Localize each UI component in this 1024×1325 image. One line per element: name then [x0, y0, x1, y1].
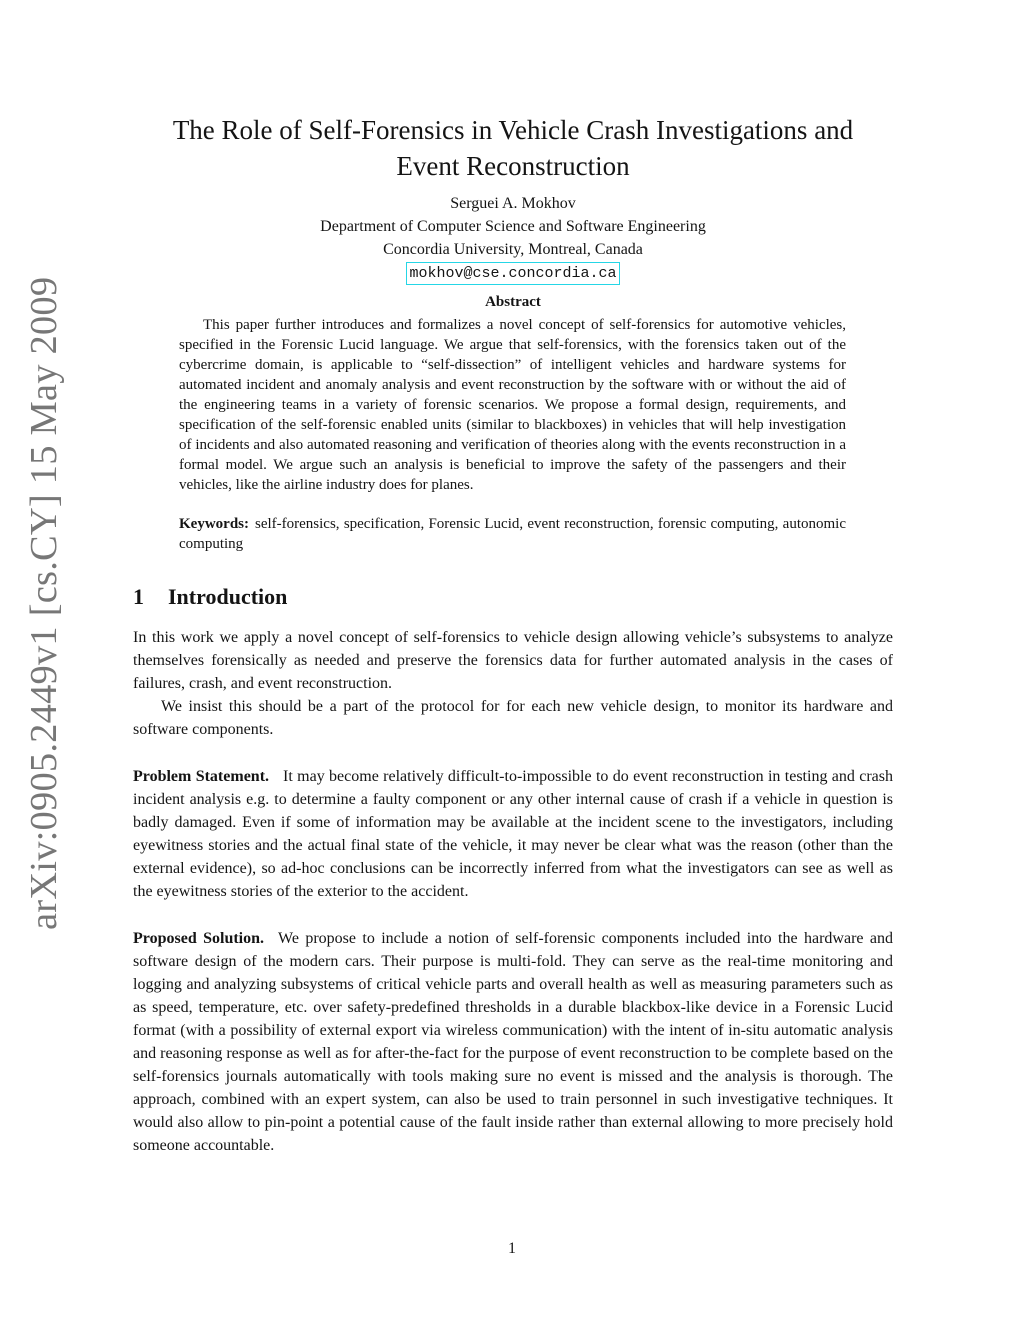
author-name: Serguei A. Mokhov [450, 195, 576, 212]
proposed-solution-paragraph [133, 927, 893, 1157]
problem-statement-label: Problem Statement. [133, 768, 270, 785]
keywords-label: Keywords: [179, 516, 249, 532]
keywords-text: self-forensics, specification, Forensic Lucid, event reconstruction, forensic computing, autonomic computing [179, 516, 846, 552]
abstract-heading: Abstract [485, 294, 541, 310]
paper-page [133, 112, 893, 1157]
proposed-solution-label: Proposed Solution. [133, 930, 265, 947]
problem-statement-text: It may become relatively difficult-to-impossible to do event reconstruction in testing and crash incident analysis e.g. to determine a faulty component or any other internal cause of crash if a vehicle in question is badly damaged. Even if some of information may be available at the incident scene to the investigators, including eyewitness stories and the actual final state of the vehicle, it may never be clear what was the reason (other than the external evidence), so ad-hoc conclusions can be incorrectly inferred from what the investigators can see as well as the eyewitness stories of the exterior to the accident. [133, 768, 894, 900]
title-line-1: The Role of Self-Forensics in Vehicle Crash Investigations and [172, 115, 854, 145]
intro-paragraph-2: We insist this should be a part of the protocol for for each new vehicle design, to monitor its hardware and software components. [133, 698, 893, 738]
affiliation-university: Concordia University, Montreal, Canada [383, 241, 643, 258]
section-number: 1 [133, 584, 144, 609]
page-number: 1 [508, 1240, 516, 1257]
section-heading-introduction [133, 581, 893, 613]
arxiv-identifier-stamp: arXiv:0905.2449v1 [cs.CY] 15 May 2009 [23, 276, 65, 930]
intro-paragraph-1: In this work we apply a novel concept of self-forensics to vehicle design allowing vehicle’s subsystems to analyze themselves forensically as needed and preserve the forensics data for further automated analysis in the cases of failures, crash, and event reconstruction. [133, 629, 893, 692]
abstract-text: This paper further introduces and formalizes a novel concept of self-forensics for automotive vehicles, specified in the Forensic Lucid language. We argue that self-forensics, with the forensics taken out of the cybercrime domain, is applicable to “self-dissection” of intelligent vehicles and hardware systems for automated incident and anomaly analysis and event reconstruction by the software with or without the aid of the engineering teams in a variety of forensic scenarios. We propose a formal design, requirements, and specification of the self-forensic enabled units (similar to blackboxes) in vehicles that will help investigation of incidents and also automated reasoning and verification of theories along with the events reconstruction in a formal model. We argue such an analysis is beneficial to improve the safety of the passengers and their vehicles, like the airline industry does for planes. [179, 317, 846, 493]
author-email-link[interactable]: mokhov@cse.concordia.ca [406, 262, 619, 285]
proposed-solution-text: We propose to include a notion of self-forensic components included into the hardware and software design of the modern cars. Their purpose is multi-fold. They can serve as the real-time monitoring and logging and analyzing subsystems of critical vehicle parts and overall health as well as measuring parameters such as as speed, temperature, etc. over safety-predefined thresholds in a durable blackbox-like device in a Forensic Lucid format (with a possibility of external export via wireless communication) with the intent of in-situ automatic analysis and reasoning response as well as for after-the-fact for the purpose of event reconstruction to be complete based on the self-forensics journals automatically with tools making sure no event is missed and the analysis is thorough. The approach, combined with an expert system, can also be used to train personnel in such investigative techniques. It would also allow to pin-point a potential cause of the fault inside rather than external allowing to more precisely hold someone accountable. [133, 930, 894, 1154]
section-title: Introduction [168, 584, 288, 609]
author-block [133, 192, 893, 285]
title-line-2: Event Reconstruction [396, 151, 630, 181]
paper-title [133, 112, 893, 184]
keywords [179, 514, 846, 554]
affiliation-department: Department of Computer Science and Software Engineering [320, 218, 706, 235]
problem-statement-paragraph [133, 765, 893, 903]
